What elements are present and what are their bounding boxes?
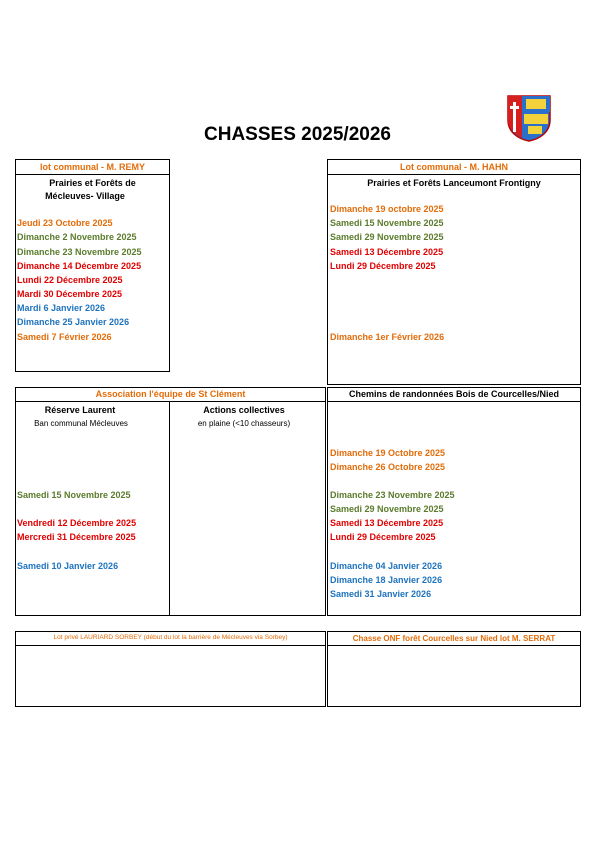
association-col2-title: Actions collectives	[203, 405, 285, 415]
association-col1-title: Réserve Laurent	[44, 405, 116, 415]
date-item: Samedi 29 Novembre 2025	[330, 504, 444, 514]
date-item: Samedi 31 Janvier 2026	[330, 589, 432, 599]
date-item: Mardi 30 Décembre 2025	[17, 289, 123, 299]
date-item: Dimanche 04 Janvier 2026	[330, 561, 443, 571]
lot-remy-subtitle-1: Prairies et Forêts de	[49, 178, 136, 188]
page-title: CHASSES 2025/2026	[204, 124, 391, 145]
date-item: Dimanche 18 Janvier 2026	[330, 575, 443, 585]
date-item: Lundi 29 Décembre 2025	[330, 261, 436, 271]
date-item: Mardi 6 Janvier 2026	[17, 303, 106, 313]
association-col2-sub: en plaine (<10 chasseurs)	[197, 419, 291, 428]
association-col1-sub: Ban communal Mécleuves	[34, 419, 128, 428]
date-item: Dimanche 23 Novembre 2025	[17, 247, 142, 257]
date-item: Samedi 15 Novembre 2025	[330, 218, 444, 228]
lot-hahn-subtitle: Prairies et Forêts Lanceumont Frontigny	[367, 178, 541, 188]
date-item: Dimanche 14 Décembre 2025	[17, 261, 142, 271]
date-item: Dimanche 23 Novembre 2025	[330, 490, 455, 500]
date-item: Jeudi 23 Octobre 2025	[17, 218, 113, 228]
lot-prive-box	[15, 631, 326, 707]
date-item: Samedi 29 Novembre 2025	[330, 232, 444, 242]
date-item: Mercredi 31 Décembre 2025	[17, 532, 136, 542]
lot-hahn-header: Lot communal - M. HAHN	[400, 162, 508, 172]
lot-hahn-box	[327, 159, 581, 385]
date-item: Vendredi 12 Décembre 2025	[17, 518, 137, 528]
date-item: Lundi 22 Décembre 2025	[17, 275, 123, 285]
chemins-header: Chemins de randonnées Bois de Courcelles/Nied	[348, 389, 560, 399]
date-item: Samedi 7 Février 2026	[17, 332, 112, 342]
lot-remy-header: lot communal - M. REMY	[39, 162, 145, 172]
date-item: Lundi 29 Décembre 2025	[330, 532, 436, 542]
date-item: Dimanche 26 Octobre 2025	[330, 462, 446, 472]
date-item: Samedi 15 Novembre 2025	[17, 490, 131, 500]
date-item: Samedi 10 Janvier 2026	[17, 561, 119, 571]
chasse-onf-header: Chasse ONF forêt Courcelles sur Nied lot M. SERRAT	[352, 634, 556, 643]
date-item: Dimanche 1er Février 2026	[330, 332, 445, 342]
date-item: Dimanche 19 octobre 2025	[330, 204, 444, 214]
date-item: Dimanche 25 Janvier 2026	[17, 317, 130, 327]
date-item: Samedi 13 Décembre 2025	[330, 518, 444, 528]
association-header: Association l'équipe de St Clément	[95, 389, 246, 399]
lot-remy-subtitle-2: Mécleuves- Village	[45, 191, 125, 201]
lot-prive-header: Lot privé LAURIARD SORBEY (début du lot la barrière de Mécleuves via Sorbey)	[53, 634, 288, 641]
date-item: Dimanche 19 Octobre 2025	[330, 448, 446, 458]
date-item: Dimanche 2 Novembre 2025	[17, 232, 137, 242]
date-item: Samedi 13 Décembre 2025	[330, 247, 444, 257]
